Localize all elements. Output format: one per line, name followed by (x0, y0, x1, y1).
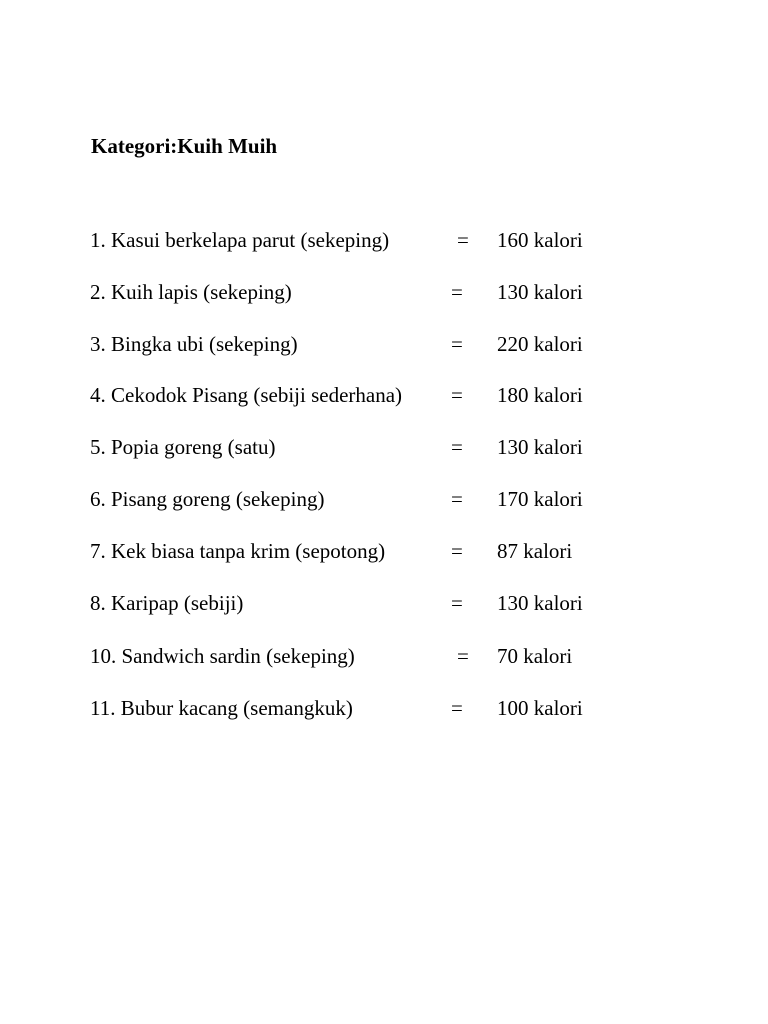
list-item (0, 693, 768, 723)
calorie-value: 220 kalori (497, 332, 583, 356)
list-item (0, 484, 768, 514)
food-name: 10. Sandwich sardin (sekeping) (90, 644, 355, 668)
calorie-value: 160 kalori (497, 228, 583, 252)
calorie-value: 130 kalori (497, 435, 583, 459)
category-heading: Kategori:Kuih Muih (91, 134, 278, 158)
equals-sign: = (451, 539, 463, 563)
list-item (0, 380, 768, 410)
calorie-value: 70 kalori (497, 644, 573, 668)
food-name: 7. Kek biasa tanpa krim (sepotong) (90, 539, 386, 563)
food-name: 3. Bingka ubi (sekeping) (90, 332, 298, 356)
list-item (0, 225, 768, 255)
food-name: 1. Kasui berkelapa parut (sekeping) (90, 228, 390, 252)
equals-sign: = (451, 591, 463, 615)
food-name: 5. Popia goreng (satu) (90, 435, 276, 459)
food-name: 8. Karipap (sebiji) (90, 591, 244, 615)
food-name: 4. Cekodok Pisang (sebiji sederhana) (90, 383, 403, 407)
calorie-value: 130 kalori (497, 591, 583, 615)
list-item (0, 432, 768, 462)
food-name: 6. Pisang goreng (sekeping) (90, 487, 325, 511)
equals-sign: = (451, 383, 463, 407)
calorie-value: 130 kalori (497, 280, 583, 304)
equals-sign: = (457, 644, 469, 668)
list-item (0, 641, 768, 671)
calorie-value: 180 kalori (497, 383, 583, 407)
equals-sign: = (451, 696, 463, 720)
equals-sign: = (457, 228, 469, 252)
calorie-value: 100 kalori (497, 696, 583, 720)
food-name: 2. Kuih lapis (sekeping) (90, 280, 292, 304)
list-item (0, 536, 768, 566)
equals-sign: = (451, 435, 463, 459)
equals-sign: = (451, 280, 463, 304)
equals-sign: = (451, 487, 463, 511)
equals-sign: = (451, 332, 463, 356)
list-item (0, 588, 768, 618)
list-item (0, 277, 768, 307)
list-item (0, 329, 768, 359)
food-name: 11. Bubur kacang (semangkuk) (90, 696, 353, 720)
calorie-value: 170 kalori (497, 487, 583, 511)
calorie-value: 87 kalori (497, 539, 573, 563)
